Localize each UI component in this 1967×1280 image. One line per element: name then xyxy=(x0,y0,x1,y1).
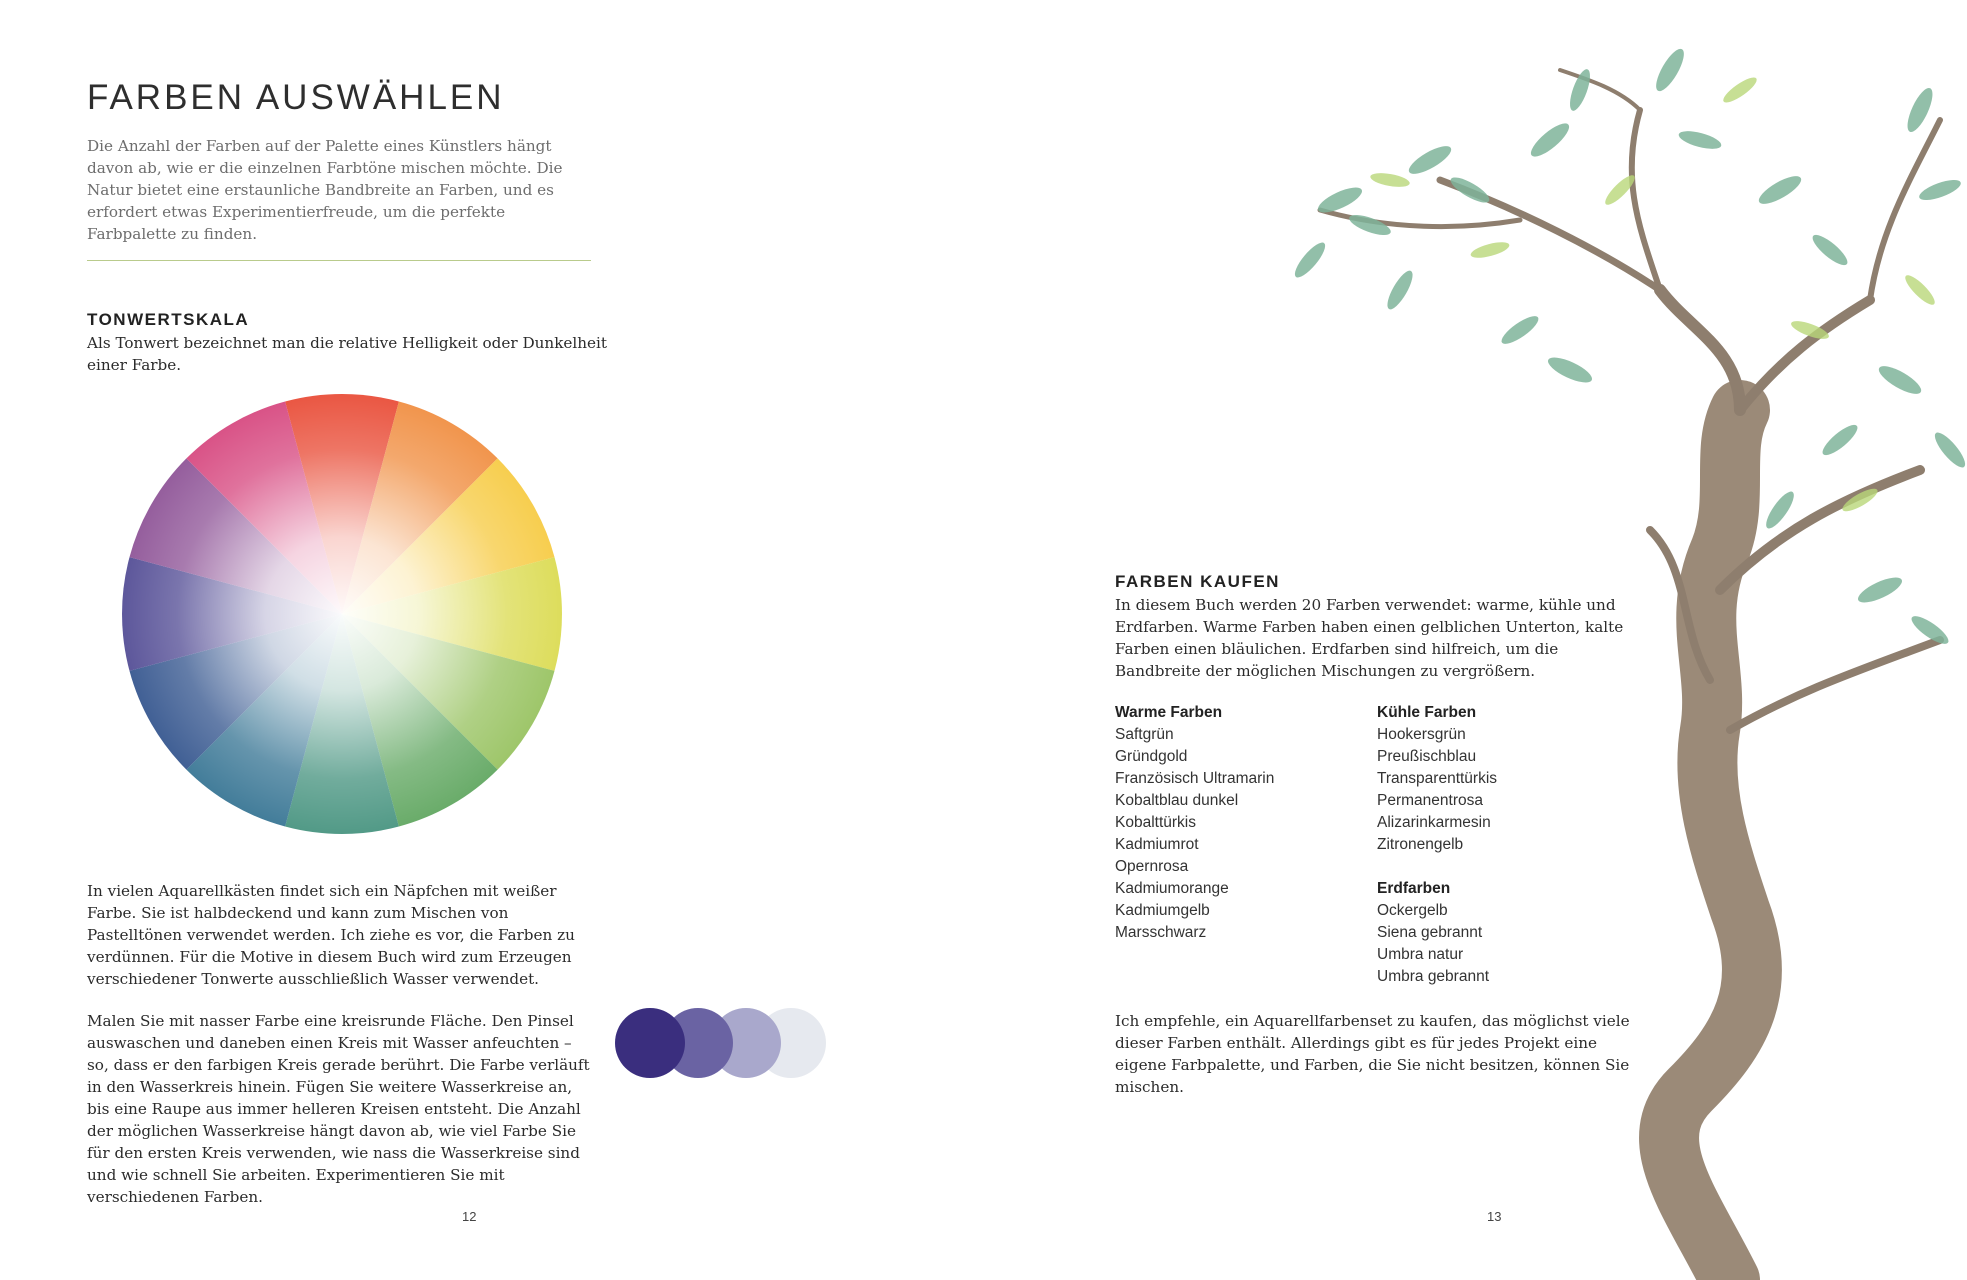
kaufen-heading: FARBEN KAUFEN xyxy=(1115,572,1280,591)
list-item: Kadmiumgelb xyxy=(1115,902,1210,919)
tonwert-text: Als Tonwert bezeichnet man die relative Helligkeit oder Dunkelheit einer Farbe. xyxy=(87,334,607,374)
cool-and-earth-colors-list xyxy=(1377,702,1497,988)
list-item: Hookersgrün xyxy=(1377,726,1466,743)
list-item: Umbra gebrannt xyxy=(1377,968,1490,985)
list-item: Kadmiumorange xyxy=(1115,880,1229,897)
kaufen-text: In diesem Buch werden 20 Farben verwendet: warme, kühle und Erdfarben. Warme Farben haben einen gelblichen Unterton, kalte Farben einen bläulichen. Erdfarben sind hilfreich, um die Bandbreite der möglichen Mischungen zu vergrößern. xyxy=(1115,596,1624,680)
list-item: Kobalttürkis xyxy=(1115,814,1196,831)
tonal-swatch-caterpillar xyxy=(610,1003,860,1083)
tonwert-heading: TONWERTSKALA xyxy=(87,310,250,329)
swatch-1 xyxy=(615,1008,685,1078)
warm-colors-heading: Warme Farben xyxy=(1115,704,1223,721)
paragraph-water-circles: Malen Sie mit nasser Farbe eine kreisrunde Fläche. Den Pinsel auswaschen und daneben einen Kreis mit Wasser anfeuchten – so, dass er den farbigen Kreis gerade berührt. Die Farbe verläuft in den Wasserkreis hinein. Fügen Sie weitere Wasserkreise an, bis eine Raupe aus immer helleren Kreisen entsteht. Die Anzahl der möglichen Wasserkreise hängt davon ab, wie viel Farbe Sie für den ersten Kreis verwenden, wie nass die Wasserkreise sind und wie schnell Sie arbeiten. Experimentieren Sie mit verschiedenen Farben. xyxy=(87,1012,590,1206)
tonwert-section xyxy=(87,310,607,376)
page-number-right: 13 xyxy=(1487,1209,1502,1224)
list-item: Siena gebrannt xyxy=(1377,924,1483,941)
warm-colors-list xyxy=(1115,702,1274,944)
intro-text: Die Anzahl der Farben auf der Palette eines Künstlers hängt davon ab, wie er die einzelnen Farbtöne mischen möchte. Die Natur bietet eine erstaunliche Bandbreite an Farben, und es erfordert etwas Experimentierfreude, um die perfekte Farbpalette zu finden. xyxy=(87,137,563,243)
list-item: Saftgrün xyxy=(1115,726,1174,743)
list-item: Ockergelb xyxy=(1377,902,1448,919)
color-wheel-image xyxy=(120,392,564,836)
list-item: Opernrosa xyxy=(1115,858,1189,875)
list-item: Transparenttürkis xyxy=(1377,770,1498,787)
kaufen-section xyxy=(1115,572,1625,682)
divider-rule xyxy=(87,260,591,261)
list-item: Permanentrosa xyxy=(1377,792,1483,809)
closing-text: Ich empfehle, ein Aquarellfarbenset zu kaufen, das möglichst viele dieser Farben enthält. Allerdings gibt es für jedes Projekt eine eigene Farbpalette, und Farben, die Sie nicht besitzen, können Sie mischen. xyxy=(1115,1012,1630,1096)
list-item: Gründgold xyxy=(1115,748,1188,765)
list-item: Umbra natur xyxy=(1377,946,1464,963)
list-item: Marsschwarz xyxy=(1115,924,1207,941)
list-item: Zitronengelb xyxy=(1377,836,1464,853)
list-item: Preußischblau xyxy=(1377,748,1477,765)
cool-colors-heading: Kühle Farben xyxy=(1377,704,1477,721)
list-item: Kobaltblau dunkel xyxy=(1115,792,1239,809)
paragraph-white-paint: In vielen Aquarellkästen findet sich ein Näpfchen mit weißer Farbe. Sie ist halbdeckend und kann zum Mischen von Pastelltönen verwendet werden. Ich ziehe es vor, die Farben zu verdünnen. Für die Motive in diesem Buch wird zum Erzeugen verschiedener Tonwerte ausschließlich Wasser verwendet. xyxy=(87,882,575,988)
list-item: Französisch Ultramarin xyxy=(1115,770,1275,787)
page-title: FARBEN AUSWÄHLEN xyxy=(87,78,505,117)
left-page xyxy=(0,0,983,1280)
list-item: Alizarinkarmesin xyxy=(1377,814,1491,831)
page-number-left: 12 xyxy=(462,1209,477,1224)
list-item: Kadmiumrot xyxy=(1115,836,1199,853)
earth-colors-heading: Erdfarben xyxy=(1377,880,1451,897)
